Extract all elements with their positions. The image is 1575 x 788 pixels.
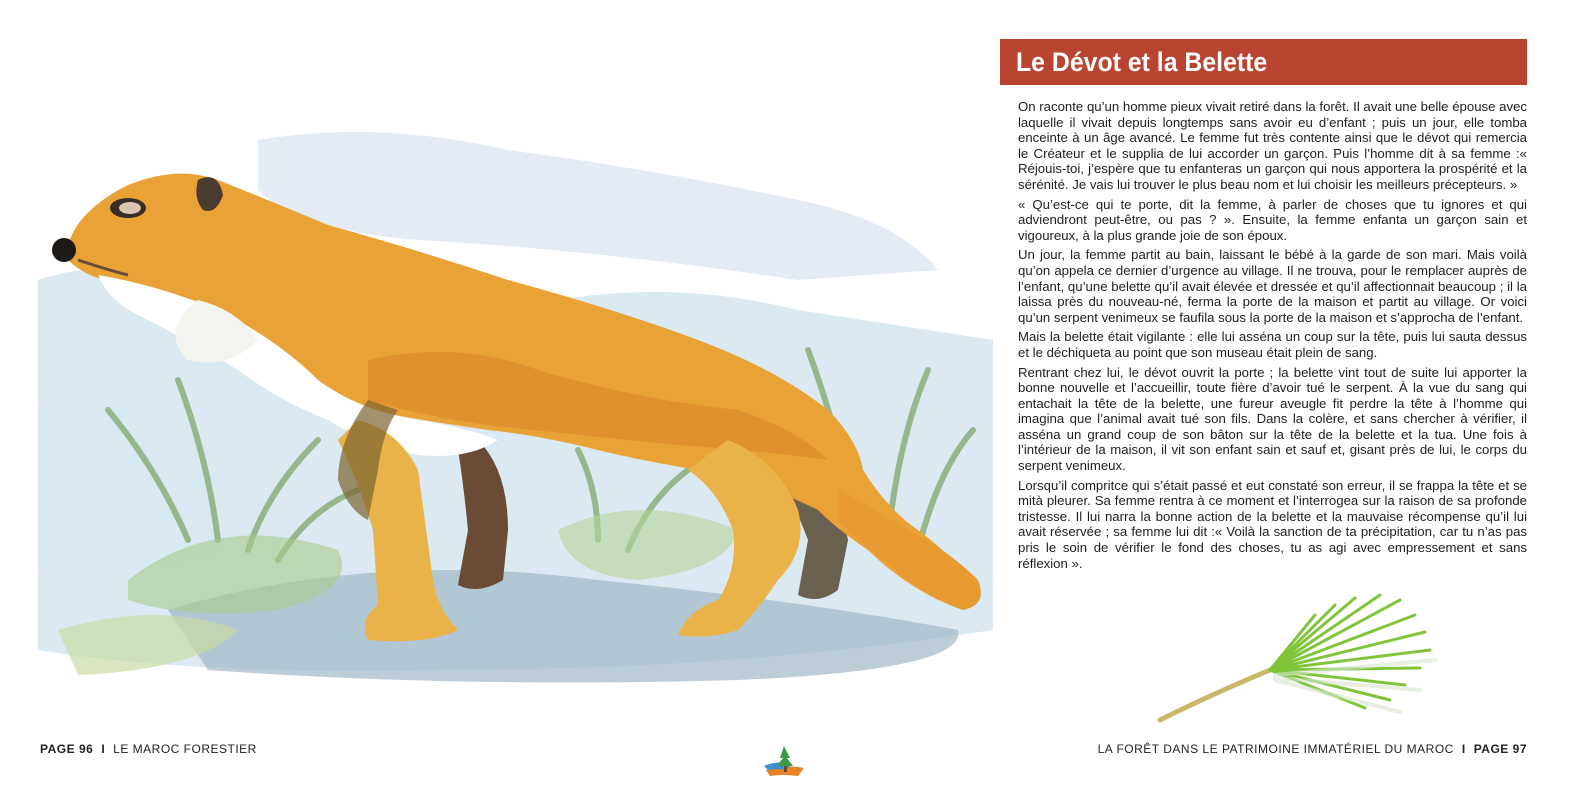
story-title: Le Dévot et la Belette	[1016, 46, 1268, 77]
footer-right	[1098, 742, 1527, 756]
story-paragraph: « Qu’est-ce qui te porte, dit la femme, à parler de choses que tu ignores et qui adviendront peut-être, ou pas ? ». Ensuite, la femme enfanta un garçon sain et vigoureux, à la plus grande joie de son époux.	[1018, 196, 1527, 243]
section-title-right: LA FORÊT DANS LE PATRIMOINE IMMATÉRIEL DU MAROC	[1097, 742, 1454, 756]
story-paragraph: Un jour, la femme partit au bain, laissant le bébé à la garde de son mari. Mais voilà qu’on appela ce dernier d’urgence au village. Il ne trouva, pour le remplacer auprès de l’enfant, qu’une belette qu’il avait élevée et dressée et qu’il affectionnait beaucoup ; il la laissa près du nouveau-né, ferma la porte de la maison et partit au village. Or voici qu’un serpent venimeux se faufila sous la porte de la maison et s’approcha de l’enfant.	[1018, 247, 1527, 325]
story-paragraph: Lorsqu’il compritce qui s’était passé et eut constaté son erreur, il se frappa la tête et se mità pleurer. Sa femme rentra à ce moment et l’interrogea sur la raison de sa profonde tristesse. Il lui narra la bonne action de la belette et la mauvaise récompense qu’il lui avait réservée ; sa femme lui dit :« Voilà la sanction de ta précipitation, car tu n’as pas pris le soin de vérifier le fond des choses, tu as agi avec empressement et sans réflexion ».	[1018, 477, 1527, 571]
palm-leaf-illustration	[1150, 590, 1440, 730]
footer-left	[40, 742, 257, 756]
story-paragraph: On raconte qu’un homme pieux vivait retiré dans la forêt. Il avait une belle épouse avec laquelle il vivait depuis longtemps sans avoir eu d’enfant ; puis un jour, elle tomba enceinte à un âge avancé. Le femme fut très contente ainsi que le dévot qui remercia le Créateur et le supplia de lui accorder un garçon. Puis l’homme dit à sa femme :« Réjouis-toi, j’espère que tu enfanteras un garçon qui nous apportera la prospérité et la sérénité. Je vais lui trouver le plus beau nom et lui choisir les meilleurs précepteurs. »	[1018, 99, 1527, 192]
footer-separator: I	[1461, 742, 1466, 756]
tree-logo-icon	[762, 744, 808, 780]
footer-separator: I	[101, 742, 106, 756]
story-title-bar	[1000, 39, 1527, 85]
story-body	[1018, 99, 1527, 575]
story-paragraph: Rentrant chez lui, le dévot ouvrit la porte ; la belette vint tout de suite lui apporter la bonne nouvelle et l’accueillir, toute fière d’avoir tué le serpent. À la vue du sang qui entachait la tête de la belette, une fureur aveugle fit perdre la tête à l’homme qui imagina que l’animal avait tué son fils. Dans la colère, et sans chercher à vérifier, il asséna un grand coup de son bâton sur la tête de la belette et la tua. Une fois à l’intérieur de la maison, il vit son enfant sain et sauf et, gisant près de lui, le corps du serpent venimeux.	[1018, 364, 1527, 474]
page-number-left: PAGE 96	[40, 742, 94, 756]
weasel-illustration	[38, 110, 993, 690]
story-paragraph: Mais la belette était vigilante : elle lui asséna un coup sur la tête, puis lui sauta dessus et le déchiqueta au point que son museau était plein de sang.	[1018, 329, 1527, 360]
page-number-right: PAGE 97	[1473, 742, 1527, 756]
section-title-left: LE MAROC FORESTIER	[113, 742, 257, 756]
